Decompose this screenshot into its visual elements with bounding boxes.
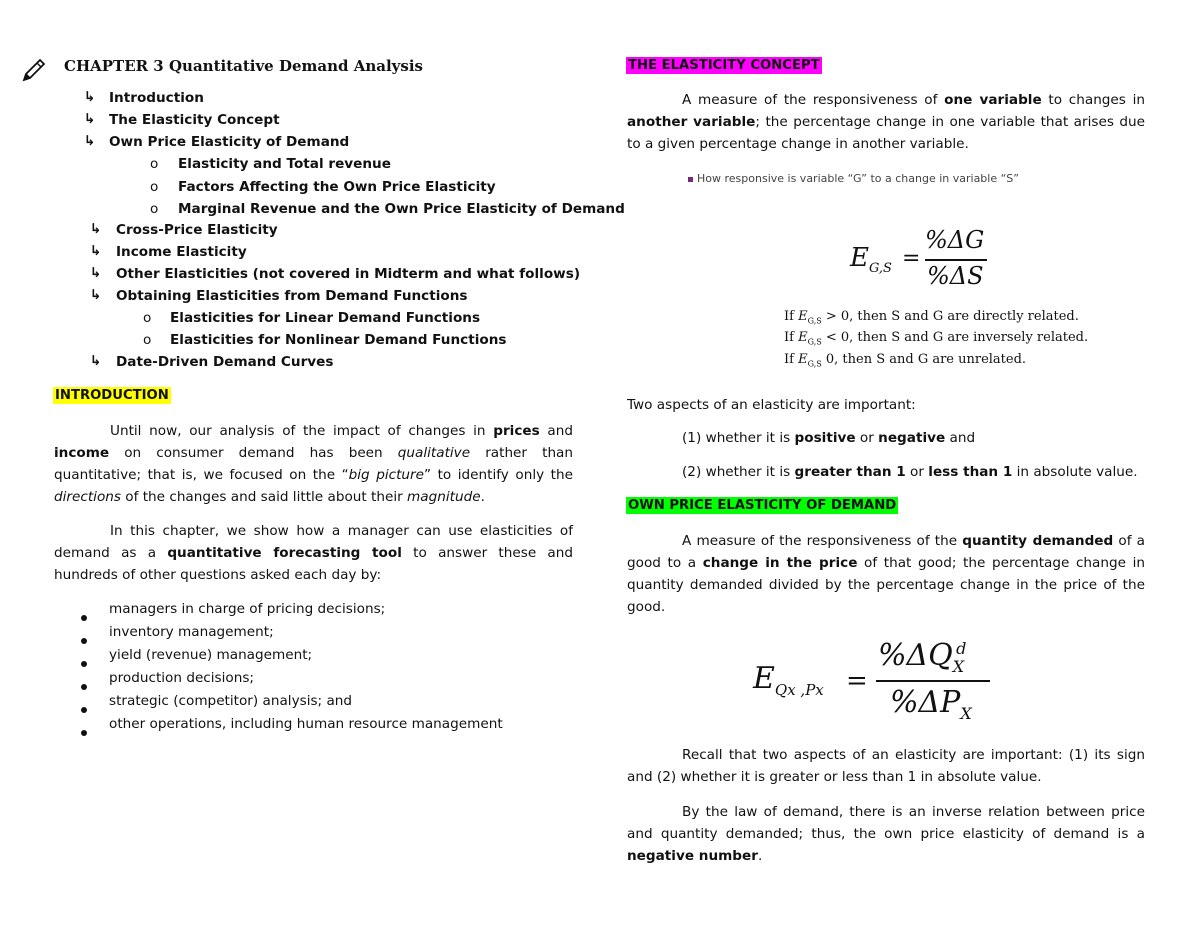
bullet-dot [81, 629, 87, 648]
list-item: managers in charge of pricing decisions; [109, 601, 386, 617]
toc-marker: ↳ [90, 221, 102, 237]
toc-marker: ↳ [84, 111, 96, 127]
formula-equals: = [846, 666, 868, 696]
list-item: yield (revenue) management; [109, 647, 313, 663]
aspect-2: (2) whether it is greater than 1 or less than 1 in absolute value. [682, 464, 1138, 480]
fraction-bar [876, 680, 990, 682]
bullet-dot [81, 606, 87, 625]
toc-item-own-price: Own Price Elasticity of Demand [109, 134, 350, 150]
condition-line: If $E_{G,S}$ 0, then S and G are unrelated. [784, 352, 1027, 369]
elasticity-concept-heading: THE ELASTICITY CONCEPT [628, 58, 820, 73]
formula-numerator: %ΔG [925, 226, 985, 254]
toc-sub-item: Elasticities for Linear Demand Functions [170, 310, 481, 326]
toc-sub-item: Factors Affecting the Own Price Elasticity [178, 179, 496, 195]
toc-sub-item: Elasticity and Total revenue [178, 156, 391, 172]
condition-line: If $E_{G,S} < 0$, then S and G are inversely related. [784, 330, 1089, 347]
bullet-dot [81, 698, 87, 717]
toc-item-cross-price: Cross-Price Elasticity [116, 222, 278, 238]
toc-marker: ↳ [84, 133, 96, 149]
list-item: strategic (competitor) analysis; and [109, 693, 353, 709]
formula-denominator: $\%\Delta P_X$ [890, 685, 972, 723]
recall-paragraph: Recall that two aspects of an elasticity are important: (1) its sign and (2) whether it is greater or less than 1 in absolute value. [627, 747, 1145, 785]
toc-sub-item: Elasticities for Nonlinear Demand Functions [170, 332, 507, 348]
own-price-heading: OWN PRICE ELASTICITY OF DEMAND [628, 498, 897, 513]
toc-sub-marker: o [143, 332, 152, 348]
toc-sub-marker: o [143, 310, 152, 326]
slide-bullet-text: How responsive is variable “G” to a change in variable “S” [697, 172, 1019, 185]
aspect-1: (1) whether it is positive or negative and [682, 430, 976, 446]
toc-item-obtaining: Obtaining Elasticities from Demand Functions [116, 288, 468, 304]
condition-line: If $E_{G,S} > 0$, then S and G are directly related. [784, 309, 1079, 326]
toc-item-other: Other Elasticities (not covered in Midterm and what follows) [116, 266, 581, 282]
fraction-bar [925, 259, 987, 261]
toc-marker: ↳ [90, 287, 102, 303]
slide-bullet-square [688, 177, 693, 182]
elasticity-concept-paragraph: A measure of the responsiveness of one variable to changes in another variable; the percentage change in one variable that arises due to a given percentage change in another variable. [627, 92, 1145, 152]
toc-item-data-driven: Date-Driven Demand Curves [116, 354, 334, 370]
formula-equals: = [902, 246, 921, 271]
toc-marker: ↳ [90, 265, 102, 281]
formula-numerator: $\%\Delta Q_X^d$ [878, 638, 967, 676]
toc-sub-marker: o [150, 156, 159, 172]
bullet-dot [81, 721, 87, 740]
introduction-heading: INTRODUCTION [55, 388, 169, 403]
toc-item-income: Income Elasticity [116, 244, 247, 260]
formula-denominator: %ΔS [927, 262, 984, 290]
toc-marker: ↳ [90, 353, 102, 369]
toc-marker: ↳ [90, 243, 102, 259]
toc-item-introduction: Introduction [109, 90, 204, 106]
formula-lhs: $E_{G,S}$ [850, 243, 892, 277]
toc-sub-marker: o [150, 179, 159, 195]
toc-sub-item: Marginal Revenue and the Own Price Elasticity of Demand [178, 201, 625, 217]
two-aspects-text: Two aspects of an elasticity are important: [627, 397, 916, 413]
introduction-paragraph-2: In this chapter, we show how a manager can use elasticities of demand as a quantitative forecasting tool to answer these and hundreds of other questions asked each day by: [54, 523, 574, 583]
pencil-icon [20, 56, 48, 88]
formula-lhs: $E_{Qx ,Px}$ [753, 661, 824, 699]
chapter-title: CHAPTER 3 Quantitative Demand Analysis [64, 57, 423, 75]
toc-sub-marker: o [150, 201, 159, 217]
list-item: other operations, including human resource management [109, 716, 503, 732]
list-item: inventory management; [109, 624, 274, 640]
toc-marker: ↳ [84, 89, 96, 105]
toc-item-elasticity-concept: The Elasticity Concept [109, 112, 280, 128]
bullet-dot [81, 652, 87, 671]
bullet-dot [81, 675, 87, 694]
introduction-paragraph-1: Until now, our analysis of the impact of changes in prices and income on consumer demand has been qualitative rather than quantitative; that is, we focused on the “big picture” to identify only the directions of the changes and said little about their magnitude. [54, 423, 574, 505]
own-price-paragraph: A measure of the responsiveness of the quantity demanded of a good to a change in the price of that good; the percentage change in quantity demanded divided by the percentage change in the price of the good. [627, 533, 1146, 615]
list-item: production decisions; [109, 670, 255, 686]
law-of-demand-paragraph: By the law of demand, there is an inverse relation between price and quantity demanded; thus, the own price elasticity of demand is a negative number. [627, 804, 1145, 864]
